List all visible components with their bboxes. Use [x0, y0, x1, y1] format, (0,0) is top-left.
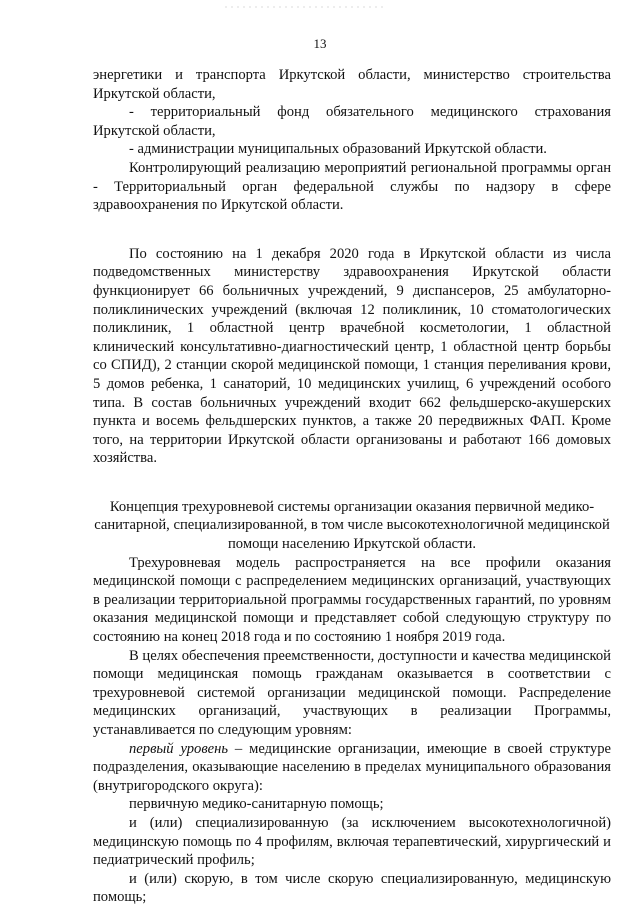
- scan-artifact: [225, 4, 385, 10]
- paragraph-status: По состоянию на 1 декабря 2020 года в Иркутской области из числа подведомственных министерству здравоохранения Иркутской области функционирует 66 больничных учреждений, 9 диспансеров, 25 амбулаторно-поликлинических учреждений (включая 12 поликлиник, 10 стоматологических поликлиник, 1 областной центр врачебной косметологии, 1 областной клинический консультативно-диагностический центр, 1 областной центр борьбы со СПИД), 2 станции скорой медицинской помощи, 1 станция переливания крови, 5 домов ребенка, 1 санаторий, 10 медицинских училищ, 6 учреждений особого типа. В состав больничных учреждений входит 662 фельдшерско-акушерских пункта и восемь фельдшерских пунктов, а также 20 передвижных ФАП. Кроме того, на территории Иркутской области организованы и работают 166 домовых хозяйства.: [93, 245, 611, 467]
- page-number: 13: [313, 36, 327, 51]
- list-item: и (или) скорую, в том числе скорую специализированную, медицинскую помощь;: [93, 870, 611, 906]
- list-item: и (или) специализированную (за исключением высокотехнологичной) медицинскую помощь по 4 профилям, включая терапевтический, хирургический и педиатрический профиль;: [93, 814, 611, 869]
- level-1-term: первый уровень: [129, 740, 229, 757]
- section-heading: Концепция трехуровневой системы организации оказания первичной медико-санитарной, специализированной, в том числе высокотехнологичной медицинской помощи населению Иркутской области.: [94, 498, 610, 553]
- paragraph-ministries: энергетики и транспорта Иркутской области, министерство строительства Иркутской области,: [93, 67, 611, 102]
- document-body: [93, 66, 611, 907]
- list-item: первичную медико-санитарную помощь;: [129, 796, 384, 813]
- paragraph-administrations: - администрации муниципальных образований Иркутской области.: [129, 141, 547, 158]
- paragraph-controlling-body: Контролирующий реализацию мероприятий региональной программы орган - Территориальный орган федеральной службы по надзору в сфере здравоохранения по Иркутской области.: [93, 159, 611, 214]
- paragraph-model: Трехуровневая модель распространяется на все профили оказания медицинской помощи с распределением медицинских организаций, участвующих в реализации территориальной программы государственных гарантий, по уровням оказания медицинской помощи и представляет собой следующую структуру по состоянию на конец 2018 года и по состоянию 1 ноября 2019 года.: [93, 554, 611, 646]
- level-1-text: – медицинские организации, имеющие в своей структуре подразделения, оказывающие населению в пределах муниципального образования (внутригородского округа):: [93, 740, 611, 794]
- paragraph-goals: В целях обеспечения преемственности, доступности и качества медицинской помощи медицинская помощь гражданам оказывается в соответствии с трехуровневой системой организации медицинской помощи. Распределение медицинских организаций, участвующих в реализации Программы, устанавливается по следующим уровням:: [93, 647, 611, 738]
- paragraph-tfoms: - территориальный фонд обязательного медицинского страхования Иркутской области,: [93, 104, 611, 139]
- paragraph-level-1: [93, 740, 611, 796]
